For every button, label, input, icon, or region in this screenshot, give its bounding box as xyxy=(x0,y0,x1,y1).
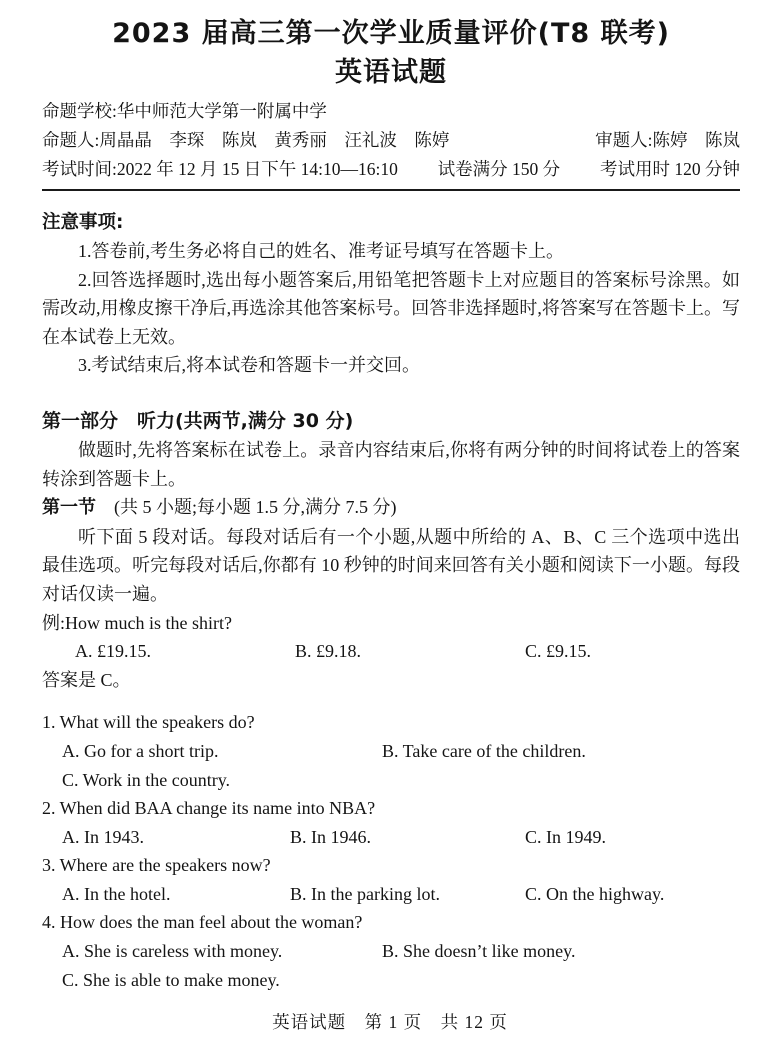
question-1 xyxy=(42,708,740,794)
header-divider xyxy=(42,189,740,191)
question-1-option-c: C. Work in the country. xyxy=(62,769,231,790)
notice-heading: 注意事项: xyxy=(42,212,124,233)
question-4-option-c: C. She is able to make money. xyxy=(62,969,280,990)
notice-item-3: 3.考试结束后,将本试卷和答题卡一并交回。 xyxy=(78,355,420,376)
question-4-option-a: A. She is careless with money. xyxy=(62,941,283,962)
example-option-a: A. £19.15. xyxy=(75,641,151,662)
example-stem: 例:How much is the shirt? xyxy=(42,612,232,633)
question-3-stem: 3. Where are the speakers now? xyxy=(42,855,271,876)
section1-intro: 听下面 5 段对话。每段对话后有一个小题,从题中所给的 A、B、C 三个选项中选出最佳选项。听完每段对话后,你都有 10 秒钟的时间来回答有关小题和阅读下一小题。每段对话仅读一遍。 xyxy=(42,526,740,604)
meta-reviewers: 审题人:陈婷 陈岚 xyxy=(595,130,740,150)
question-3-option-a: A. In the hotel. xyxy=(62,883,171,904)
question-2 xyxy=(42,794,740,851)
question-2-option-b: B. In 1946. xyxy=(290,826,371,847)
listening-questions xyxy=(42,708,740,994)
question-4 xyxy=(42,908,740,994)
question-3-options-row xyxy=(42,880,740,909)
section1-label: 第一节 xyxy=(42,497,96,519)
part1-intro: 做题时,先将答案标在试卷上。录音内容结束后,你将有两分钟的时间将试卷上的答案转涂到答题卡上。 xyxy=(42,439,740,489)
question-2-option-c: C. In 1949. xyxy=(525,826,606,847)
question-1-options-row-2 xyxy=(42,766,740,795)
question-1-stem: 1. What will the speakers do? xyxy=(42,712,255,733)
question-4-option-b: B. She doesn’t like money. xyxy=(382,941,576,962)
question-3-option-c: C. On the highway. xyxy=(525,883,665,904)
meta-setters: 命题人:周晶晶 李琛 陈岚 黄秀丽 汪礼波 陈婷 xyxy=(42,130,450,150)
meta-exam-time: 考试时间:2022 年 12 月 15 日下午 14:10—16:10 xyxy=(42,159,398,179)
meta-duration: 考试用时 120 分钟 xyxy=(600,159,740,179)
notice-item-2: 2.回答选择题时,选出每小题答案后,用铅笔把答题卡上对应题目的答案标号涂黑。如需改动,用橡皮擦干净后,再选涂其他答案标号。回答非选择题时,将答案写在答题卡上。写在本试卷上无效。 xyxy=(42,269,740,347)
example-option-b: B. £9.18. xyxy=(295,641,362,662)
example-options-row xyxy=(42,637,740,666)
section1-heading xyxy=(42,493,740,523)
meta-full-score: 试卷满分 150 分 xyxy=(437,159,561,179)
exam-meta xyxy=(42,97,740,184)
meta-school: 命题学校:华中师范大学第一附属中学 xyxy=(42,101,327,121)
question-2-options-row xyxy=(42,823,740,852)
example-answer: 答案是 C。 xyxy=(42,669,131,690)
part1-heading: 第一部分 听力(共两节,满分 30 分) xyxy=(42,409,354,432)
question-2-stem: 2. When did BAA change its name into NBA? xyxy=(42,798,376,819)
question-3 xyxy=(42,851,740,908)
question-1-option-a: A. Go for a short trip. xyxy=(62,740,219,761)
question-4-options-row-1 xyxy=(42,937,740,966)
notice-item-1: 1.答卷前,考生务必将自己的姓名、准考证号填写在答题卡上。 xyxy=(78,241,564,261)
question-4-stem: 4. How does the man feel about the woman? xyxy=(42,912,363,933)
question-4-options-row-2 xyxy=(42,966,740,995)
question-1-options-row-1 xyxy=(42,737,740,766)
meta-time-row xyxy=(42,155,740,184)
page-title: 2023 届高三第一次学业质量评价(T8 联考) xyxy=(112,18,670,49)
meta-people-row xyxy=(42,126,740,155)
question-2-option-a: A. In 1943. xyxy=(62,826,144,847)
page-footer: 英语试题 第 1 页 共 12 页 xyxy=(272,1012,508,1032)
section1-info: (共 5 小题;每小题 1.5 分,满分 7.5 分) xyxy=(96,497,397,518)
question-3-option-b: B. In the parking lot. xyxy=(290,883,440,904)
example-option-c: C. £9.15. xyxy=(525,641,592,662)
page-subtitle: 英语试题 xyxy=(335,57,447,88)
question-1-option-b: B. Take care of the children. xyxy=(382,740,586,761)
